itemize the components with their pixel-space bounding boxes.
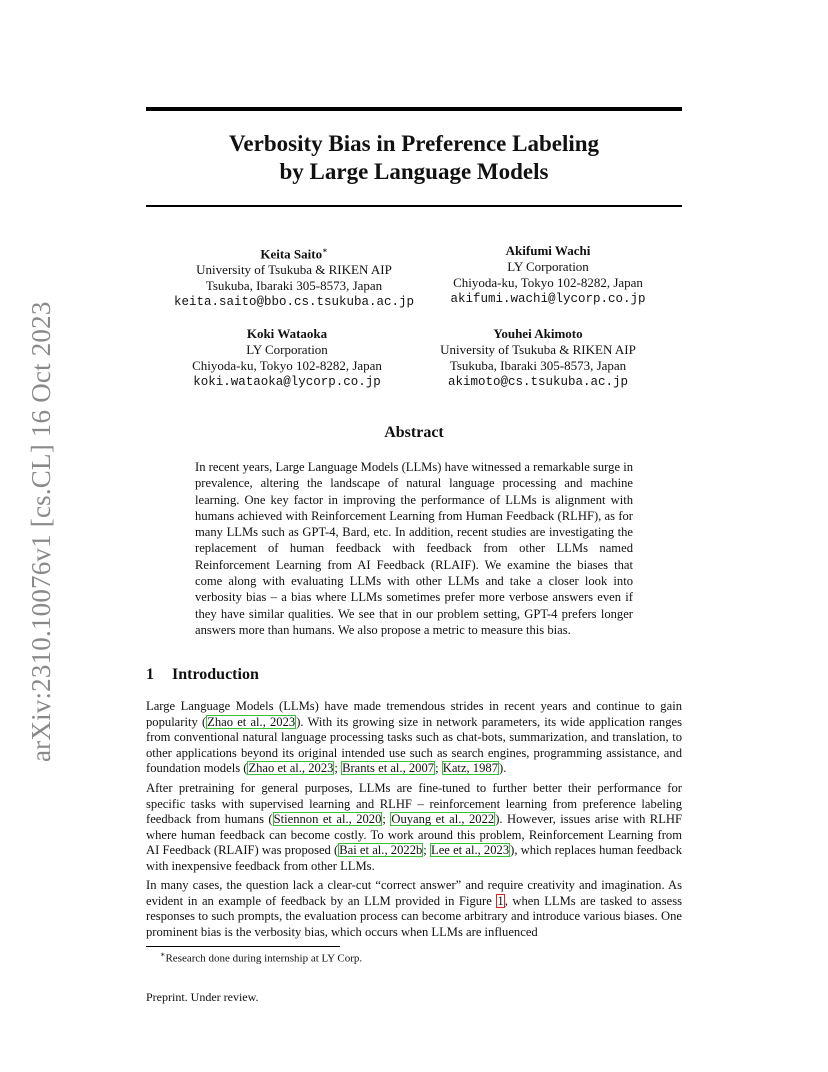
citation-link[interactable]: Stiennon et al., 2020 <box>273 812 382 826</box>
title-line-2: by Large Language Models <box>279 159 549 184</box>
author-block <box>418 243 678 307</box>
footnote-marker: ∗ <box>322 246 328 255</box>
citation-link[interactable]: Brants et al., 2007 <box>342 761 435 775</box>
section-number: 1 <box>146 666 154 683</box>
title-line-1: Verbosity Bias in Preference Labeling <box>228 131 600 156</box>
author-address: Chiyoda-ku, Tokyo 102-8282, Japan <box>192 358 382 373</box>
paragraph-3: In many cases, the question lack a clear-cut “correct answer” and require creativity and imagination. As evident in an example of feedback by an LLM provided in Figure 1, when LLMs are tasked to assess responses to such prompts, the evaluation process can become arbitrary and introduce various biases. One prominent bias is the verbosity bias, which occurs when LLMs are influenced <box>146 878 682 939</box>
citation-link[interactable]: Bai et al., 2022b <box>339 843 423 857</box>
author-block <box>408 326 668 390</box>
paragraph-2: After pretraining for general purposes, LLMs are fine-tuned to further better their performance for specific tasks with supervised learning and RLHF – reinforcement learning from preference labeling feedback from humans (Stiennon et al., 2020; Ouyang et al., 2022). However, issues arise with RLHF where human feedback can become costly. To work around this problem, Reinforcement Learning from AI Feedback (RLAIF) was proposed (Bai et al., 2022b; Lee et al., 2023), which replaces human feedback with inexpensive feedback from other LLMs. <box>146 781 682 873</box>
author-email[interactable]: akifumi.wachi@lycorp.co.jp <box>450 292 646 306</box>
author-email[interactable]: keita.saito@bbo.cs.tsukuba.ac.jp <box>173 295 415 310</box>
author-email[interactable]: koki.wataoka@lycorp.co.jp <box>193 375 381 389</box>
author-block <box>164 243 424 310</box>
preprint-note: Preprint. Under review. <box>146 990 259 1004</box>
arxiv-stamp <box>26 292 60 762</box>
paper-title <box>146 130 682 186</box>
author-address: Chiyoda-ku, Tokyo 102-8282, Japan <box>453 275 643 290</box>
author-address: Tsukuba, Ibaraki 305-8573, Japan <box>205 278 383 294</box>
author-affiliation: LY Corporation <box>246 342 328 357</box>
figure-reference-link[interactable]: 1 <box>497 893 504 908</box>
author-name: Akifumi Wachi <box>505 243 591 258</box>
section-heading <box>146 666 259 684</box>
author-name: Koki Wataoka <box>246 326 328 341</box>
citation-link[interactable]: Lee et al., 2023 <box>431 843 510 857</box>
citation-link[interactable]: Zhao et al., 2023 <box>207 714 296 729</box>
author-affiliation: LY Corporation <box>507 259 589 274</box>
author-block <box>157 326 417 390</box>
footnote-rule <box>146 946 340 947</box>
section-title: Introduction <box>172 666 259 683</box>
citation-link[interactable]: Ouyang et al., 2022 <box>391 812 495 826</box>
citation-link[interactable]: Zhao et al., 2023 <box>248 761 334 775</box>
footnote-marker: ∗ <box>160 950 166 959</box>
arxiv-stamp-text: arXiv:2310.10076v1 [cs.CL] 16 Oct 2023 <box>26 301 56 762</box>
abstract-heading: Abstract <box>384 424 444 441</box>
title-bottom-rule <box>146 205 682 207</box>
citation-link[interactable]: Katz, 1987 <box>442 761 498 775</box>
footnote <box>160 950 362 965</box>
author-affiliation: University of Tsukuba & RIKEN AIP <box>196 262 392 278</box>
author-name: Youhei Akimoto <box>493 326 583 341</box>
paragraph-1: Large Language Models (LLMs) have made tremendous strides in recent years and continue to gain popularity (Zhao et al., 2023). With its growing size in network parameters, its wide application ranges from conventional natural language processing tasks such as chat-bots, summarization, and translation, to other applications beyond its original intended use such as search engines, programming assistance, and foundation models (Zhao et al., 2023; Brants et al., 2007; Katz, 1987). <box>146 699 683 775</box>
author-affiliation: University of Tsukuba & RIKEN AIP <box>440 342 636 357</box>
author-address: Tsukuba, Ibaraki 305-8573, Japan <box>449 358 627 373</box>
author-name: Keita Saito∗ <box>260 246 328 262</box>
footnote-text: Research done during internship at LY Corp. <box>165 952 363 965</box>
title-top-rule <box>146 107 682 111</box>
abstract-text: In recent years, Large Language Models (LLMs) have witnessed a remarkable surge in prevalence, altering the landscape of natural language processing and machine learning. One key factor in improving the performance of LLMs is alignment with humans achieved with Reinforcement Learning from Human Feedback (RLHF), as for many LLMs such as GPT-4, Bard, etc. In addition, recent studies are investigating the replacement of human feedback with feedback from other LLMs named Reinforcement Learning from AI Feedback (RLAIF). We examine the biases that come along with evaluating LLMs with other LLMs and take a closer look into verbosity bias – a bias where LLMs sometimes prefer more verbose answers even if they have similar qualities. We see that in our problem setting, GPT-4 prefers longer answers more than humans. We also propose a metric to measure this bias. <box>195 460 633 637</box>
author-email[interactable]: akimoto@cs.tsukuba.ac.jp <box>447 375 629 389</box>
